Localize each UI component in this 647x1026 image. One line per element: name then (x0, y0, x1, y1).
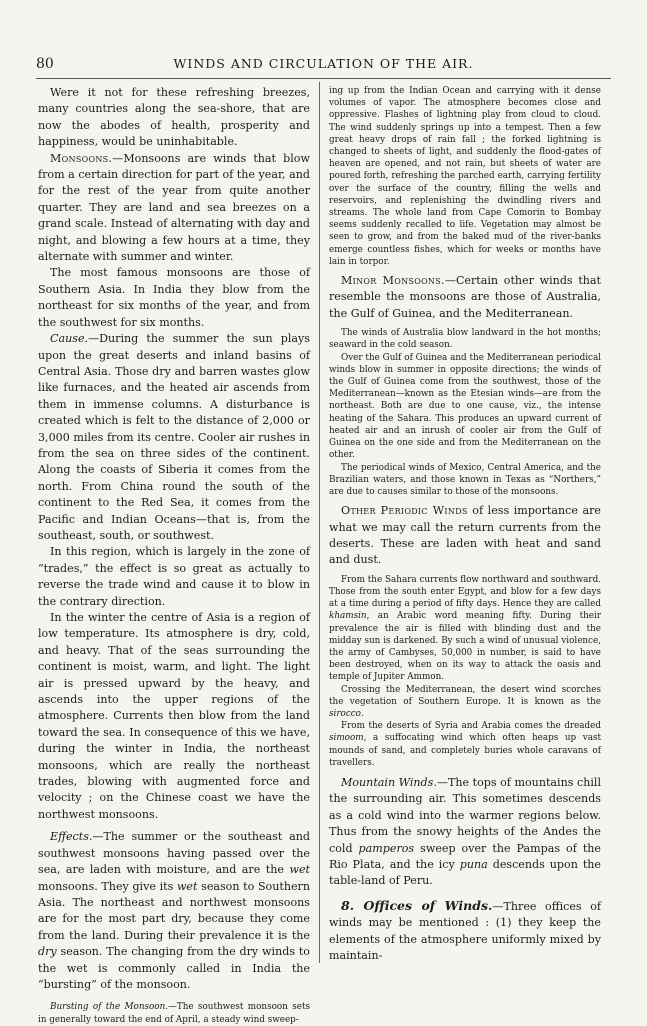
left-column (38, 85, 310, 1026)
right-column (329, 85, 601, 964)
column-divider (319, 82, 320, 963)
paragraph-text: —Monsoons are winds that blow from a certain direction for part of the year, and for the rest of the year from quite another quarter. They are land and sea breezes on a grand scale. Instead of alternating with day and night, and blowing a few hours at a time, they alternate with summer and winter. (38, 151, 310, 264)
text: Crossing the Mediterranean, the desert wind scorches the vegetation of Southern Europe. It is known as the (329, 684, 601, 707)
section-lead: Minor Monsoons. (341, 274, 445, 288)
paragraph-monsoons (38, 151, 310, 266)
section-lead: Cause. (50, 332, 89, 346)
paragraph-mountain-winds (329, 775, 601, 890)
emph: dry (38, 945, 57, 959)
running-head: WINDS AND CIRCULATION OF THE AIR. (173, 56, 474, 71)
paragraph: The winds of Australia blow landward in the hot months; seaward in the cold season. (329, 328, 601, 351)
section-heading: 8. Offices of Winds. (341, 897, 493, 913)
paragraph-text: —The southwest monsoon sets in generally toward the end of April, a steady wind sweep- (38, 1002, 310, 1025)
paragraph: The periodical winds of Mexico, Central America, and the Brazilian waters, and those known in Texas as “Northers,” are due to causes similar to those of the monsoons. (329, 462, 601, 497)
paragraph-effects (38, 829, 310, 993)
text: . (360, 708, 364, 719)
paragraph: Over the Gulf of Guinea and the Mediterranean periodical winds blow in summer in opposite directions; the winds of the Gulf of Guinea come from the southwest, those of the Mediterranean—known as the Etesian winds—are from the northeast. Both are due to one cause, viz., the intense heating of the Sahara. This produces an upward current of heated air and an inrush of cooler air from the Gulf of Guinea on the one side and from the Mediterranean on the other. (329, 352, 601, 461)
section-lead: Bursting of the Monsoon. (50, 1002, 169, 1013)
paragraph (329, 574, 601, 684)
paragraph: Were it not for these refreshing breezes, many countries along the sea-shore, that are now the abodes of health, prosperity and happiness, would be uninhabitable. (38, 86, 310, 149)
paragraph: In this region, which is largely in the zone of “trades,” the effect is so great as actually to reverse the trade wind and cause it to blow in the contrary direction. (38, 545, 310, 608)
text: , a suffocating wind which often heaps up vast mounds of sand, and completely buries whole caravans of travellers. (329, 733, 601, 768)
text: From the Sahara currents flow northward and southward. Those from the south enter Egypt, and blow for a few days at a time during a period of fifty days. Hence they are called (329, 574, 601, 610)
emph: simoom (329, 733, 364, 744)
emph: wet (289, 863, 310, 877)
paragraph-other-periodic (329, 503, 601, 569)
text: season. The changing from the dry winds to the wet is commonly called in India the “bursting” of the monsoon. (38, 945, 310, 991)
text: —The summer or the southeast and southwest monsoons having passed over the sea, are laden with moisture, and are the (38, 830, 310, 877)
emph: wet (176, 879, 198, 893)
text: descends upon the table-land of Peru. (329, 858, 601, 888)
emph: puna (459, 858, 488, 872)
paragraph-cause (38, 331, 310, 544)
header-rule (36, 78, 611, 79)
page-number: 80 (36, 56, 54, 72)
text: monsoons. They give its (38, 879, 177, 893)
text: From the deserts of Syria and Arabia comes the dreaded (341, 721, 601, 732)
paragraph: The most famous monsoons are those of Southern Asia. In India they blow from the northeast for six months of the year, and from the southwest for six months. (38, 266, 310, 329)
paragraph-text: —Certain other winds that resemble the monsoons are those of Australia, the Gulf of Guinea, and the Mediterranean. (329, 274, 601, 320)
paragraph: In the winter the centre of Asia is a region of low temperature. Its atmosphere is dry, cold, and heavy. That of the seas surrounding the continent is moist, warm, and light. The light air is pressed upward by the heavy, and ascends into the upper regions of the atmosphere. Currents then blow from the land toward the sea. In consequence of this we have, during the winter in India, the northeast monsoons, which are really the northeast trades, blowing with augmented force and velocity ; on the Chinese coast we have the northwest monsoons. (38, 611, 310, 821)
paragraph-minor-monsoons (329, 273, 601, 322)
paragraph (329, 720, 601, 769)
text: season to Southern Asia. The northeast and northwest monsoons are for the most part dry, because they come from the land. During their prevalence it is the (38, 879, 310, 942)
paragraph-bursting (38, 1001, 310, 1025)
paragraph-text: —Three offices of winds may be mentioned : (1) they keep the elements of the atmosphere uniformly mixed by maintain- (329, 899, 601, 963)
paragraph (329, 684, 601, 721)
paragraph: ing up from the Indian Ocean and carrying with it dense volumes of vapor. The atmosphere becomes close and oppressive. Flashes of lightning play from cloud to cloud. The wind suddenly springs up into a tempest. Then a few great heavy drops of rain fall ; the forked lightning is changed to sheets of light, and suddenly the flood-gates of heaven are opened, and not rain, but sheets of water are poured forth, refreshing the parched earth, carrying fertility over the surface of the country, filling the wells and reservoirs, and replenishing the dwindling rivers and streams. The whole land from Cape Comorin to Bombay seems suddenly recalled to life. Vegetation may almost be seen to grow, and from the baked mud of the river-banks emerge countless fishes, which for weeks or months have lain in torpor. (329, 86, 601, 267)
text: —The tops of mountains chill the surrounding air. This sometimes descends as a cold wind into the warmer regions below. Thus from the snowy heights of the Andes the cold (329, 775, 601, 855)
section-lead: Monsoons. (50, 151, 113, 165)
emph: khamsin (329, 611, 367, 622)
paragraph-text: —During the summer the sun plays upon the great deserts and inland basins of Central Asia. Those dry and barren wastes glow like furnaces, and the heated air ascends from them in immense columns. A disturbance is created which is felt to the distance of 2,000 or 3,000 miles from its centre. Cooler air rushes in from the sea on three sides of the continent. Along the coasts of Siberia it comes from the north. From China round the south of the continent to the Red Sea, it comes from the Pacific and Indian Oceans—that is, from the southeast, south, or southwest. (38, 332, 310, 542)
emph: sirocco (329, 708, 361, 719)
paragraph-offices-of-winds (329, 898, 601, 965)
text: sweep over the Pampas of the Rio Plata, and the icy (329, 841, 601, 872)
text: , an Arabic word meaning fifty. During their prevalence the air is filled with blinding dust and the midday sun is darkened. By such a wind of unusual violence, the army of Cambyses, 50,000 in number, is said to have been destroyed, when on its way to attack the oasis and temple of Jupiter Ammon. (329, 611, 601, 683)
paragraph-text: of less importance are what we may call the return currents from the deserts. These are laden with heat and sand and dust. (329, 504, 601, 567)
emph: pamperos (358, 841, 415, 855)
section-lead: Mountain Winds. (341, 775, 437, 789)
section-lead: Effects. (50, 830, 93, 844)
section-lead: Other Periodic Winds (341, 504, 468, 518)
